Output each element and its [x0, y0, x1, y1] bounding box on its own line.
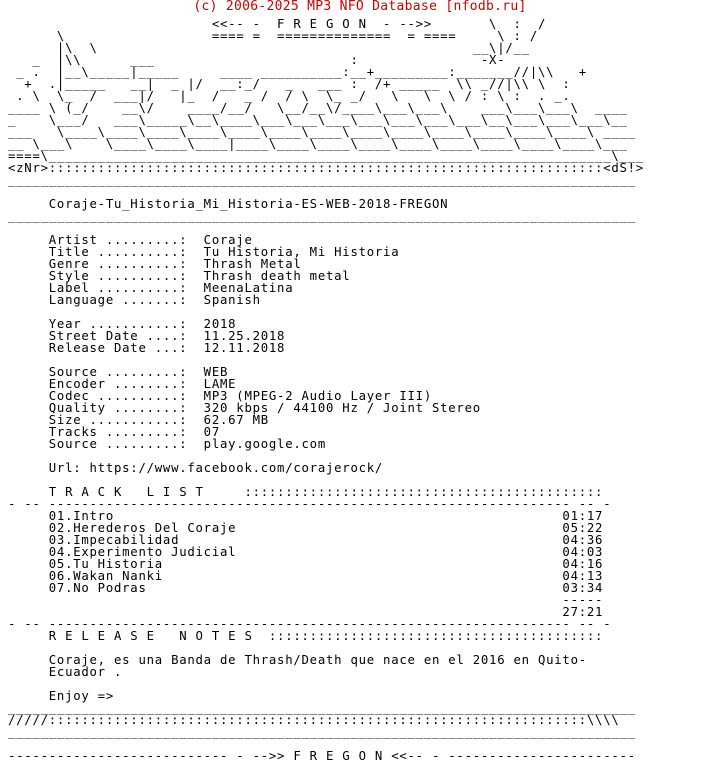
nfo-text: <<-- - F R E G O N - -->> \ : / \ ==== = ============== = ==== \ : / |\ \ __\|/__ _ |\\ ___ : -X- _ . |__\_____|_____ ____ __________:__+_________:_______//|\\ + + .|_____ __| _ |/ __:_/ _ ___ : /+ _____ \\ _//|\\ \ : . \ \_ / ___|/ |_ / _ / / \ \_ _/ \ \ \ / : \ : . _. ____ \ (_/ __\/ ____/__/ \__/__\/____\___\___\ ___\___\___\ ____ _ \___/ ___\_____\__\____\___\___\___\___\___\___\___\__\___\___\___\__ ___ \____\____\____\____\____\____\____\____\____\____\____\____\____\ ____ __ \___\ \____\____\____|____\____\____\____\____\____\____\____\____\___ ====\_____________________________________________________________________\___ <zNr>::::::::::::::::::::::::::::::::::::::::::::::::::::::::::::::::::::<dS!> _____________________________________________________________________________ Coraje-Tu_Historia_Mi_Historia-ES-WEB-2018-FREGON _____________________________________________________________________________ Artist .........: Coraje Title ..........: Tu Historia, Mi Historia Genre ..........: Thrash Metal Style ..........: Thrash death metal Label ..........: MeenaLatina Language .......: Spanish Year ...........: 2018 Street Date ....: 11.25.2018 Release Date ...: 12.11.2018 Source .........: WEB Encoder ........: LAME Codec ..........: MP3 (MPEG-2 Audio Layer III) Quality ........: 320 kbps / 44100 Hz / Joint Stereo Size ...........: 62.67 MB Tracks .........: 07 Source .........: play.google.com Url: https://www.facebook.com/corajerock/ T R A C K L I S T :::::::::::::::::::::::::::::::::::::::::::: - -- ---------------------------------------------------------------- -- - 01.Intro 01:17 02.Herederos Del Coraje 05:22 03.Impecabilidad 04:36 04.Experimento Judicial 04:03 05.Tu Historia 04:16 06.Wakan Nanki 04:13 07.No Podras 03:34 ----- 27:21 - -- ---------------------------------------------------------------- -- - R E L E A S E N O T E S ::::::::::::::::::::::::::::::::::::::::: Coraje, es una Banda de Thrash/Death que nace en el 2016 en Quito- Ecuador . Enjoy => _____________________________________________________________________________ /////::::::::::::::::::::::::::::::::::::::::::::::::::::::::::::::::::\\\\ _____________________________________________________________________________ --------------------------- - -->> F R E G O N <<-- - -----------------------: [8, 17, 644, 763]
site-header: (c) 2006-2025 MP3 NFO Database [nfodb.ru]: [193, 0, 527, 14]
